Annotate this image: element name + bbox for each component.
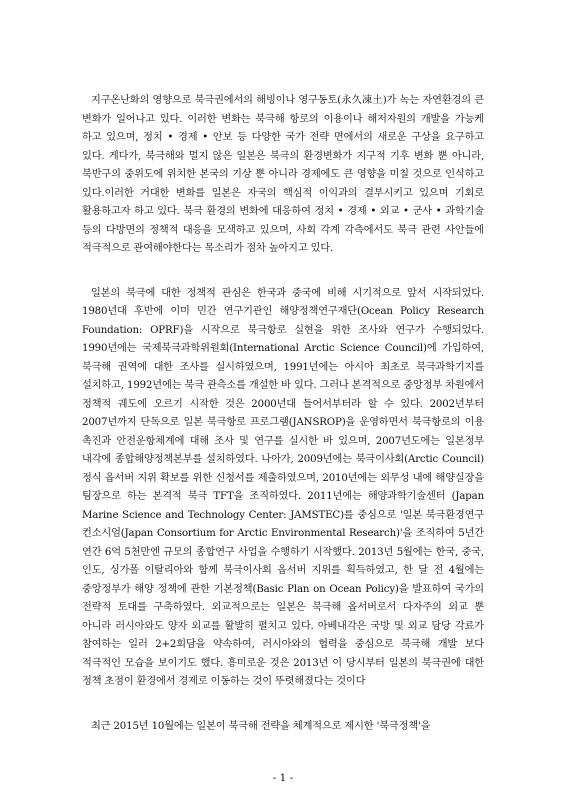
paragraph-japan-policy-history: 일본의 북극에 대한 정책적 관심은 한국과 중국에 비해 시기적으로 앞서 시작되었다. 1980년대 후반에 이미 민간 연구기관인 해양정책연구재단(Ocean Policy Research Foundation: OPRF)을 시작으로 북극항로 실현을 위한 조사와 연구가 수행되었다. 1990년에는 국제북극과학위원회(International Arctic Science Council)에 가입하여, 북극해 권역에 대한 조사를 실시하였으며, 1991년에는 아시아 최초로 북극과학기지를 설치하고, 1992년에는 북극 관측소를 개설한 바 있다. 그러나 본격적으로 중앙정부 차원에서 정책적 궤도에 오르기 시작한 것은 2000년대 들어서부터라 할 수 있다. 2002년부터 2007년까지 단독으로 일본 북극항로 프로그램(JANSROP)을 운영하면서 북극항로의 이용 촉진과 안전운항체계에 대해 조사 및 연구를 실시한 바 있으며, 2007년도에는 일본정부 내각에 종합해양정책본부를 설치하였다. 나아가, 2009년에는 북극이사회(Arctic Council) 정식 옵서버 지위 확보를 위한 신청서를 제출하였으며, 2010년에는 외무성 내에 해양실장을 팀장으로 하는 본격적 북극 TFT을 조직하였다. 2011년에는 해양과학기술센터 (Japan Marine Science and Technology Center: JAMSTEC)를 중심으로 '일본 북극환경연구 컨소시엄(Japan Consortium for Arctic Environmental Research)'을 조직하여 5년간 연간 6억 5천만엔 규모의 종합연구 사업을 수행하기 시작했다. 2013년 5월에는 한국, 중국, 인도, 싱가폴 이탈리아와 함께 북극이사회 옵서버 지위를 획득하였고, 한 달 전 4월에는 중앙정부가 해양 정책에 관한 기본정책(Basic Plan on Ocean Policy)을 발표하여 국가의 전략적 토대를 구축하였다. 외교적으로는 일본은 북극해 옵서버로서 다자주의 외교 뿐 아니라 러시아와도 양자 외교를 활발히 펼치고 있다. 아베내각은 국방 및 외교 담당 각료가 참여하는 일러 2+2회담을 약속하여, 러시아와의 협력을 중심으로 북극해 개발 보다 적극적인 모습을 보이기도 했다. 흥미로운 것은 2013년 이 당시부터 일본의 북극권에 대한 정책 초점이 환경에서 경제로 이동하는 것이 뚜렷해졌다는 것이다 (82, 287, 484, 687)
paragraph-gap (82, 692, 484, 718)
page-number: - 1 - (272, 772, 294, 784)
document-body (82, 92, 484, 736)
paragraph-gap (82, 259, 484, 285)
paragraph-intro: 지구온난화의 영향으로 북극권에서의 해빙이나 영구동토(永久凍土)가 녹는 자연환경의 큰 변화가 일어나고 있다. 이러한 변화는 북극해 항로의 이용이나 해저자원의 개발을 가능케 하고 있으며, 정치 • 경제 • 안보 등 다양한 국가 전략 면에서의 새로운 구상을 요구하고 있다. 게다가, 북극해와 멀지 않은 일본은 북극의 환경변화가 지구적 기후 변화 뿐 아니라, 북반구의 중위도에 위치한 본국의 기상 뿐 아니라 경제에도 큰 영향을 미칠 것으로 인식하고 있다.이러한 거대한 변화를 일본은 자국의 핵심적 이익과의 결부시키고 있으며 기회로 활용하고자 하고 있다. 북극 환경의 변화에 대응하여 정치 • 경제 • 외교 • 군사 • 과학기술 등의 다방면의 정책적 대응을 모색하고 있으며, 사회 각계 각측에서도 북극 관련 사안들에 적극적으로 관여해야한다는 목소리가 점차 높아지고 있다. (82, 95, 484, 254)
paragraph-recent: 최근 2015년 10월에는 일본이 북극해 전략을 체계적으로 제시한 '북극정책'을 (91, 720, 431, 732)
